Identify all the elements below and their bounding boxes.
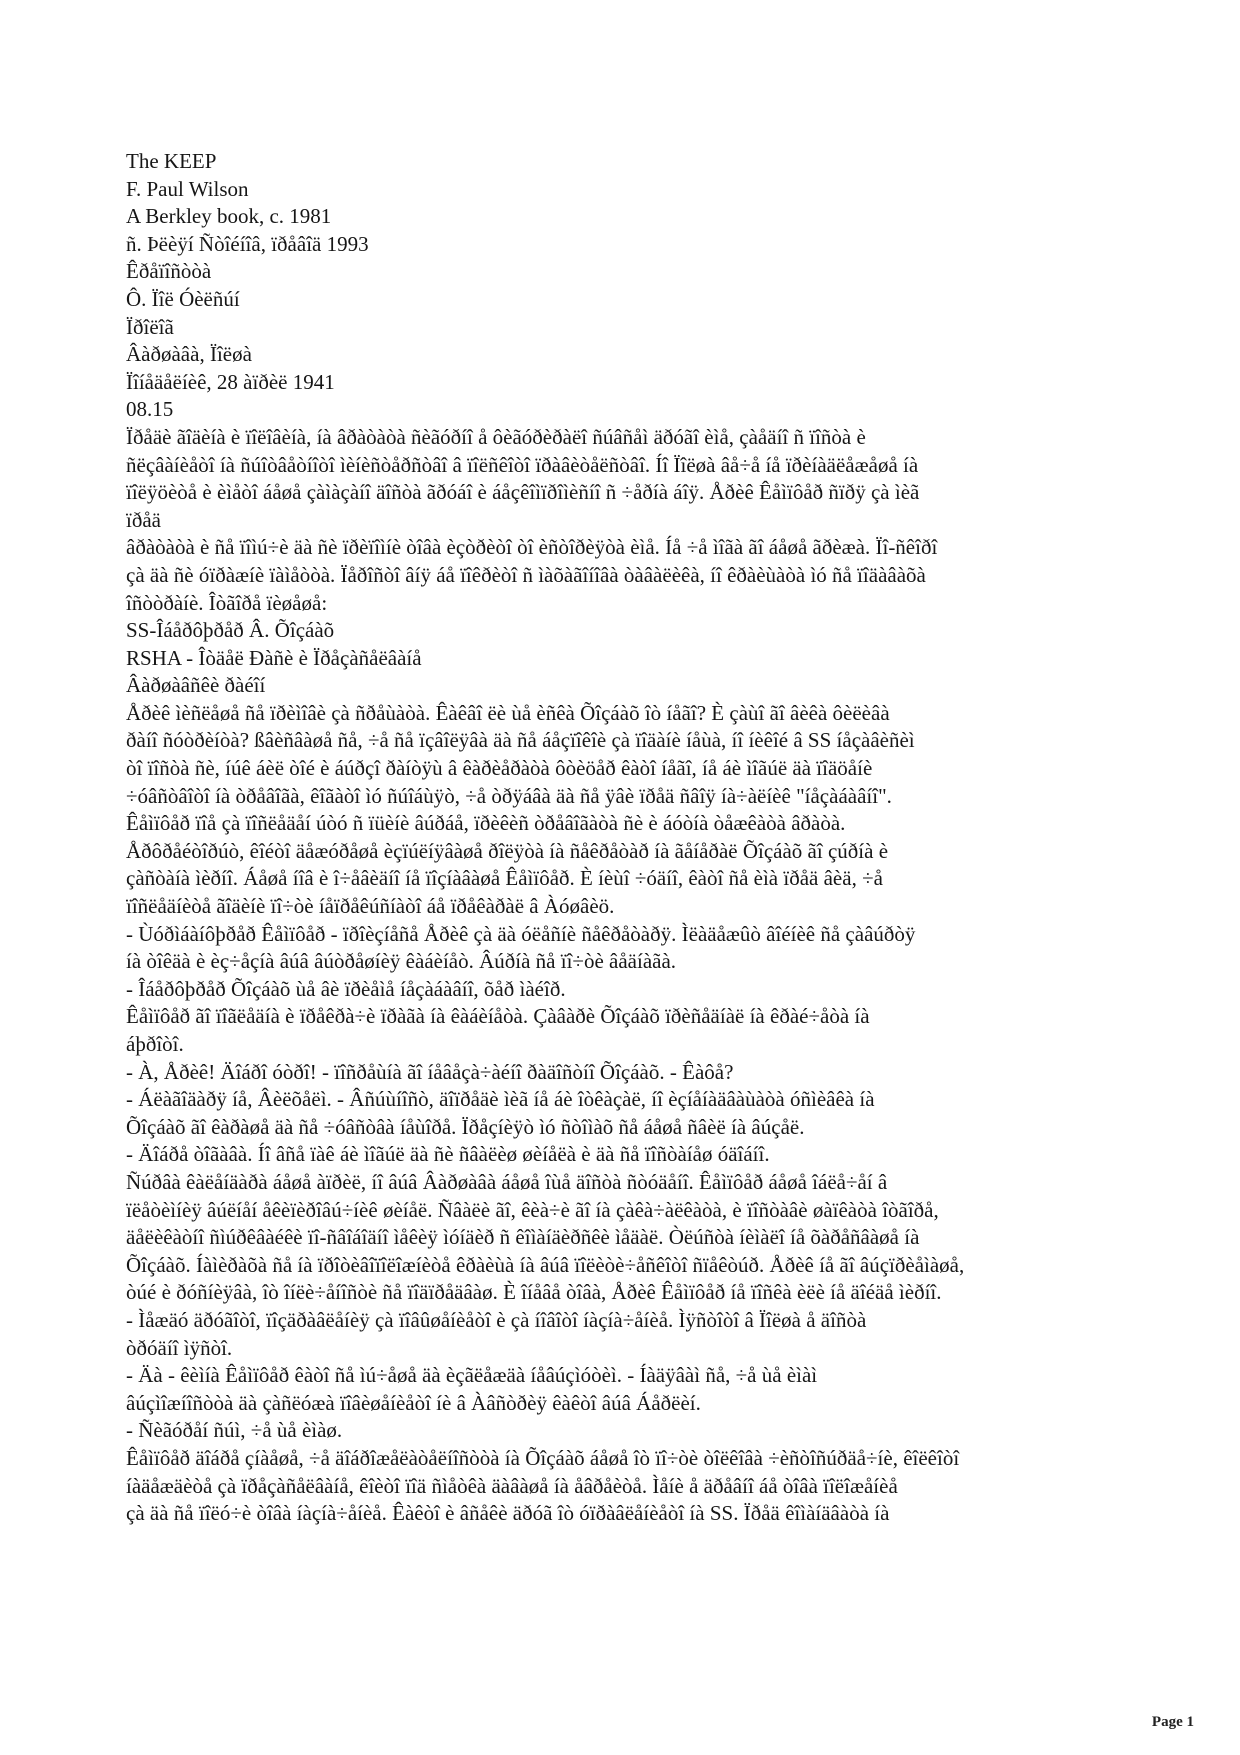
text-line: - Äîáðå òîãàâà. Íî âñå ïàê áè ìîãúë äà ñè ñâàëèø øèíåëà è äà ñå ïîñòàíåø óäîáíî.	[126, 1142, 770, 1167]
text-line: The KEEP	[126, 149, 217, 173]
document-body	[126, 148, 1126, 1528]
text-line: ñ. Þëèÿí Ñòîéíîâ, ïðåâîä 1993	[126, 231, 369, 256]
text-line: Ïðîëîã	[126, 314, 174, 339]
text-line: òúé è ðóñíèÿâà, îò îíëè÷åíîñòè ñå ïîäïðåäâàø. È îíåâå òîâà, Åðèê Êåìïôåð íå ïîñêà èëè íå äîéäå ìèðíî.	[126, 1280, 942, 1305]
text-line: ðàíî ñóòðèíòà? ßâèñâàøå ñå, ÷å ñå ïçâîëÿâà äà ñå áåçïîêîè çà ïîäàíè íåùà, íî íèêîé â SS íåçàâèñèì	[126, 728, 915, 753]
text-line: Õîçáàõ. Íàìèðàõà ñå íà ïðîòèâîïîëîæíèòå êðàèùà íà âúâ ïîëèòè÷åñêîòî ñïåêòúð. Åðèê íå ãî âúçïðèåìàøå,	[126, 1252, 965, 1277]
text-line: ÷óâñòâîòî íà òðåâîãà, êîãàòî ìó ñúîáùÿò, ÷å òðÿáâà äà ñå ÿâè ïðåä ñâîÿ íà÷àëíèê "íåçàáàâíî".	[126, 783, 892, 808]
text-line: Ïîíåäåëíèê, 28 àïðèë 1941	[126, 369, 335, 394]
text-line: - Äà - êèìíà Êåìïôåð êàòî ñå ìú÷åøå äà èçãëåæäà íåâúçìóòèì. - Íàäÿâàì ñå, ÷å ùå èìàì	[126, 1363, 818, 1388]
text-line: ïîëÿöèòå è èìåòî áåøå çàìàçàíî äîñòà ãðóáî è áåçêîìïðîìèñíî ñ ÷åðíà áîÿ. Åðèê Êåìïôåð ñïðÿ çà ìèã	[126, 480, 920, 505]
text-line: Åðôðåéòîðúò, êîéòî äåæóðåøå èçïúëíÿâàøå ðîëÿòà íà ñåêðåòàð íà ãåíåðàë Õîçáàõ ãî çúðíà è	[126, 838, 889, 863]
text-line: ïëåòèìíèÿ âúëíåí åêèïèðîâú÷íèê øèíåë. Ñâàëè ãî, êèà÷è ãî íà çàêà÷àëêàòà, è ïîñòàâè øàïêàòà îòãîðå,	[126, 1197, 939, 1222]
text-line: A Berkley book, c. 1981	[126, 204, 332, 229]
text-line: ïðåä	[126, 507, 161, 532]
text-line: Õîçáàõ ãî êàðàøå äà ñå ÷óâñòâà íåùîðå. Ïðåçíèÿò ìó ñòîìàõ ñå áåøå ñâèë íà âúçåë.	[126, 1114, 805, 1139]
text-line: SS-Îáåðôþðåð Â. Õîçáàõ	[126, 618, 335, 643]
text-line: RSHA - Îòäåë Ðàñè è Ïðåçàñåëâàíå	[126, 645, 422, 670]
text-line: Êåìïôåð ãî ïîãëåäíà è ïðåêðà÷è ïðàãà íà êàáèíåòà. Çàâàðè Õîçáàõ ïðèñåäíàë íà êðàé÷åòà íà	[126, 1004, 870, 1029]
text-line: Êåìïôåð ïîå çà ïîñëåäåí úòó ñ ïüèíè âúðáå, ïðèêèñ òðåâîãàòà ñè è áóòíà òåæêàòà âðàòà.	[126, 811, 846, 836]
text-line: òðóäíî ìÿñòî.	[126, 1335, 233, 1360]
text-line: F. Paul Wilson	[126, 176, 249, 201]
text-line: Âàðøàâà, Ïîëøà	[126, 342, 252, 367]
text-line: Êðåïîñòòà	[126, 259, 212, 284]
text-line: îñòòðàíè. Îòãîðå ïèøåøå:	[126, 590, 328, 615]
text-line: âúçìîæíîñòòà äà çàñëóæà ïîâèøåíèåòî íè â Àâñòðèÿ êàêòî âúâ Áåðëèí.	[126, 1390, 701, 1415]
text-line: òî ïîñòà ñè, íúê áèë òîé è áúðçî ðàíòÿù â êàðèåðàòà ôòèöåð êàòî íåãî, íå áè ìîãúë äà ïîäöåíè	[126, 756, 873, 781]
text-line: 08.15	[126, 397, 174, 422]
text-line: - Ñèãóðåí ñúì, ÷å ùå èìàø.	[126, 1418, 343, 1443]
text-line: íà òîêäà è èç÷åçíà âúâ âúòðåøíèÿ êàáèíåò. Âúðíà ñå ïî÷òè âåäíàãà.	[126, 949, 677, 974]
text-line: çà äà ñè óïðàæíè ïàìåòòà. Ïåðîñòî âíÿ áå ïîêðèòî ñ ìàõàãîíîâà òàâàëèêà, íî êðàèùàòà ìó ñå ïîäàâàõà	[126, 562, 926, 587]
text-line: Âàðøàâñêè ðàéîí	[126, 673, 266, 698]
text-line: - Ùóðìáàíôþðåð Êåìïôåð - ïðîèçíåñå Åðèê çà äà óëåñíè ñåêðåòàðÿ. Ìëàäåæûò âîéíèê ñå çàâúðòÿ	[126, 921, 916, 946]
text-line: Ô. Ïîë Óèëñúí	[126, 286, 240, 311]
text-line: çà äà ñå ïîëó÷è òîâà íàçíà÷åíèå. Êàêòî è âñåêè äðóã îò óïðàâëåíèåòî íà SS. Ïðåä êîìàíäâàòà íà	[126, 1501, 890, 1526]
text-line: - Îáåðôþðåð Õîçáàõ ùå âè ïðèåìå íåçàáàâíî, õåð ìàéîð.	[126, 976, 566, 1001]
page-number: Page 1	[1151, 1714, 1194, 1730]
text-line: ïîñëåäíèòå ãîäèíè ïî÷òè íåïðåêúñíàòî áå ïðåêàðàë â Àóøâèö.	[126, 894, 615, 919]
text-line: Åðèê ìèñëåøå ñå ïðèìîâè çà ñðåùàòà. Êàêâî ëè ùå èñêà Õîçáàõ îò íåãî? È çàùî ãî âèêà ôèëèâà	[126, 700, 890, 725]
text-line: - Ìåæäó äðóãîòî, ïîçäðàâëåíèÿ çà ïîâûøåíèåòî è çà íîâîòî íàçíà÷åíèå. Ìÿñòîòî â Ïîëøà å äîñòà	[126, 1307, 867, 1332]
text-line: Êåìïôåð äîáðå çíàåøå, ÷å äîáðîæåëàòåëíîñòòà íà Õîçáàõ áåøå îò ïî÷òè òîëêîâà ÷èñòîñúðäå÷íè, êîëêîòî	[126, 1445, 960, 1470]
text-line: - À, Åðèê! Äîáðî óòðî! - ïîñðåùíà ãî íåâåçà÷àéíî ðàäîñòíî Õîçáàõ. - Êàôå?	[126, 1059, 734, 1084]
text-line: - Áëàãîäàðÿ íå, Âèëõåëì. - Âñúùíîñò, äîïðåäè ìèã íå áè îòêàçàë, íî èçíåíàäâàùàòà óñìèâêà íà	[126, 1087, 875, 1112]
text-line: Ñúðâà êàëåíäàðà áåøå àïðèë, íî âúâ Âàðøàâà áåøå îùå äîñòà ñòóäåíî. Êåìïôåð áåøå îáëå÷åí â	[126, 1169, 888, 1194]
text-line: íàäåæäèòå çà ïðåçàñåëâàíå, êîèòî ïîä ñìåòêà äàâàøå íà åâðåèòå. Ìåíè å äðåâíî áå òîâà ïîëîæåíèå	[126, 1473, 898, 1498]
text-line: Ïðåäè ãîäèíà è ïîëîâèíà, íà âðàòàòà ñèãóðíî å ôèãóðèðàëî ñúâñåì äðóãî èìå, çàåäíî ñ ïîñòà è	[126, 424, 866, 449]
text-line: äåëèêàòíî ñìúðêâàéêè ïî-ñâîáîäíî ìåêèÿ ìóíäèð ñ êîìàíäèðñêè ìåäàë. Òëúñòà íèìàëî íå õàðåñâàøå íà	[126, 1225, 920, 1250]
text-line: áþðîòî.	[126, 1032, 184, 1056]
text-line: ñëçâàíèåòî íà ñúîòâåòíîòî ìèíèñòåðñòâî â ïîëñêîòî ïðàâèòåëñòâî. Íî Ïîëøà âå÷å íå ïðèíàäëåæåøå íà	[126, 452, 919, 477]
text-line: çàñòàíà ìèðíî. Áåøå íîâ è î÷åâèäíî íå ïîçíàâàøå Êåìïôåð. È íèùî ÷óäíî, êàòî ñå èìà ïðåä âèä, ÷å	[126, 866, 883, 891]
text-line: âðàòàòà è ñå ïîìú÷è äà ñè ïðèïîìíè òîâà èçòðèòî òî èñòîðèÿòà èìå. Íå ÷å ìîãà ãî áåøå ãðèæà. Ïî-ñêîðî	[126, 535, 938, 560]
